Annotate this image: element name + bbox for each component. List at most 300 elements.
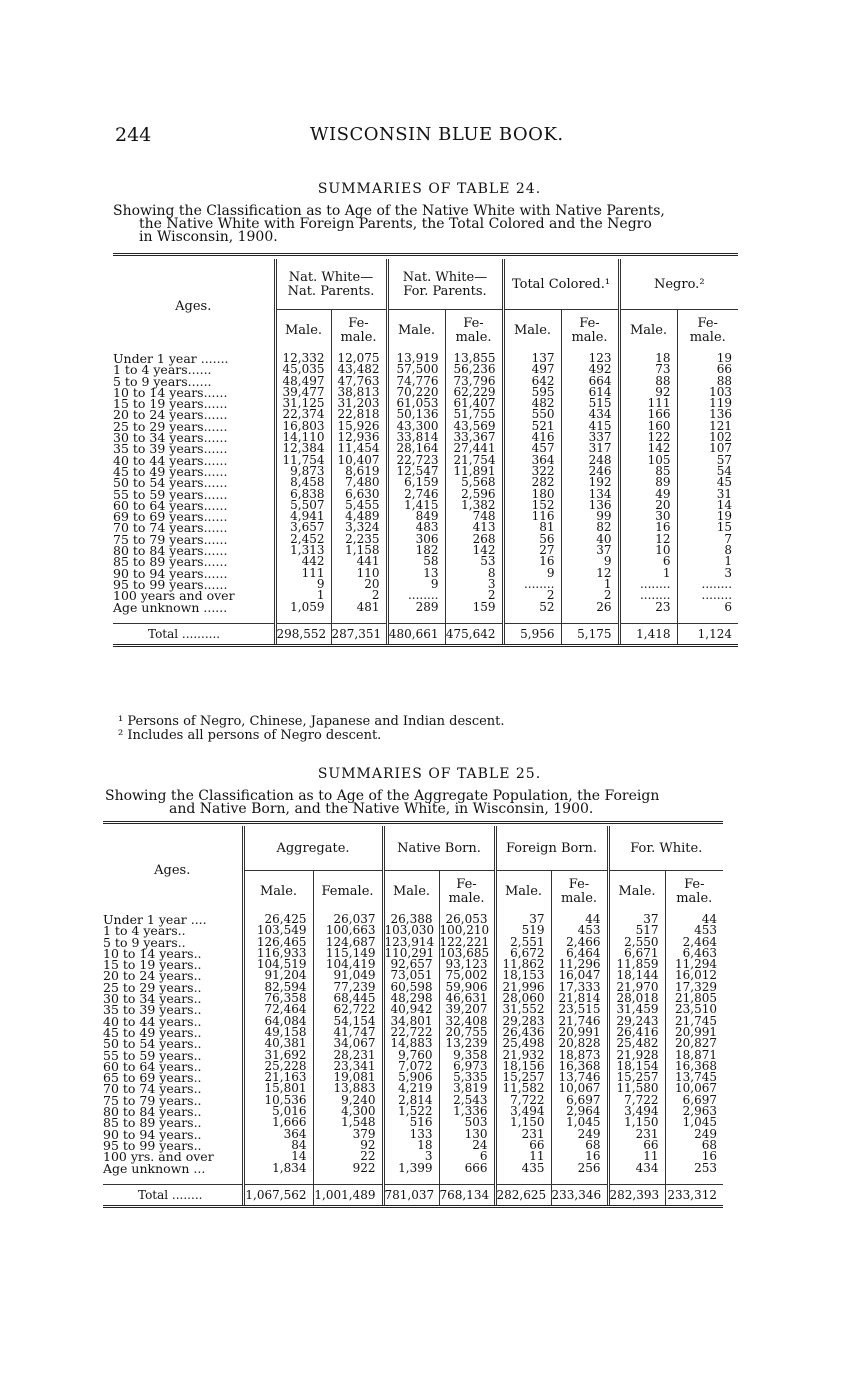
- female-value: 664: [561, 376, 619, 387]
- female-value: 45: [677, 477, 738, 488]
- age-label: 75 to 79 years......: [113, 531, 228, 547]
- female-value: 110: [331, 568, 387, 579]
- female-value: 82: [561, 522, 619, 533]
- male-value: 3,494: [495, 1106, 551, 1117]
- female-header: Fe- male.: [445, 309, 503, 353]
- male-value: 9,760: [383, 1050, 439, 1061]
- female-value: 5,175: [561, 623, 619, 645]
- age-label: 40 to 44 years......: [113, 452, 228, 468]
- male-value: 14: [243, 1151, 313, 1162]
- female-value: 13,746: [551, 1072, 608, 1083]
- male-value: 85: [619, 466, 677, 477]
- male-value: 2,814: [383, 1095, 439, 1106]
- male-value: 31,459: [608, 1004, 665, 1015]
- male-value: 5,956: [503, 623, 561, 645]
- female-value: 115,149: [313, 948, 383, 959]
- male-value: 104,519: [243, 959, 313, 970]
- male-value: 12,384: [275, 443, 331, 454]
- male-value: 116,933: [243, 948, 313, 959]
- ages-header: Ages.: [175, 299, 212, 314]
- page-number: 244: [115, 124, 152, 146]
- female-value: 20: [331, 579, 387, 590]
- female-value: 68: [551, 1140, 608, 1151]
- male-value: 21,163: [243, 1072, 313, 1083]
- female-value: 481: [331, 602, 387, 624]
- ages-header: Ages.: [154, 863, 191, 878]
- male-value: 2,551: [495, 937, 551, 948]
- female-value: 13,239: [439, 1038, 495, 1049]
- female-value: 43,482: [331, 364, 387, 375]
- female-value: 16,368: [665, 1061, 723, 1072]
- male-value: 82,594: [243, 982, 313, 993]
- male-value: 8,458: [275, 477, 331, 488]
- table24: [113, 259, 738, 647]
- group-header: For. White.: [608, 826, 723, 870]
- male-value: 74,776: [387, 376, 445, 387]
- male-value: 11: [495, 1151, 551, 1162]
- age-label: 30 to 34 years......: [113, 430, 228, 446]
- male-value: 116: [503, 511, 561, 522]
- female-value: 41,747: [313, 1027, 383, 1038]
- male-value: 31,552: [495, 1004, 551, 1015]
- male-value: 7,722: [608, 1095, 665, 1106]
- male-value: 73: [619, 364, 677, 375]
- male-value: 49,158: [243, 1027, 313, 1038]
- female-value: 39,207: [439, 1004, 495, 1015]
- female-value: 7,480: [331, 477, 387, 488]
- female-value: 68,445: [313, 993, 383, 1004]
- male-value: 89: [619, 477, 677, 488]
- female-value: 12: [561, 568, 619, 579]
- female-value: 40: [561, 534, 619, 545]
- female-value: 22: [313, 1151, 383, 1162]
- female-value: 3: [677, 568, 738, 579]
- female-value: 12,936: [331, 432, 387, 443]
- female-value: 38,813: [331, 387, 387, 398]
- female-value: 3,819: [439, 1083, 495, 1094]
- female-value: 192: [561, 477, 619, 488]
- female-value: 614: [561, 387, 619, 398]
- female-value: 2: [561, 590, 619, 601]
- age-label: 45 to 49 years..: [103, 1024, 202, 1040]
- male-value: 9: [503, 568, 561, 579]
- male-value: 70,220: [387, 387, 445, 398]
- male-value: 160: [619, 421, 677, 432]
- male-value: 306: [387, 534, 445, 545]
- age-label: 55 to 59 years..: [103, 1047, 202, 1063]
- male-value: 66: [608, 1140, 665, 1151]
- male-value: 25,482: [608, 1038, 665, 1049]
- age-label: 69 to 69 years......: [113, 509, 228, 525]
- female-value: 122,221: [439, 937, 495, 948]
- male-value: 480,661: [387, 623, 445, 645]
- male-value: 435: [495, 1163, 551, 1185]
- female-value: 6,630: [331, 489, 387, 500]
- female-header: Fe- male.: [551, 870, 608, 914]
- female-value: 107: [677, 443, 738, 454]
- female-value: 748: [445, 511, 503, 522]
- footnote: ² Includes all persons of Negro descent.: [118, 728, 382, 743]
- female-value: 3: [445, 579, 503, 590]
- male-header: Male.: [503, 309, 561, 353]
- female-value: 6,973: [439, 1061, 495, 1072]
- male-value: 111: [619, 398, 677, 409]
- age-label: 95 to 99 years..: [103, 1137, 202, 1153]
- male-value: 23: [619, 602, 677, 624]
- male-value: 642: [503, 376, 561, 387]
- male-value: 133: [383, 1129, 439, 1140]
- male-value: 28,060: [495, 993, 551, 1004]
- male-value: 33,814: [387, 432, 445, 443]
- female-value: 1,045: [551, 1117, 608, 1128]
- age-label: Under 1 year ....: [103, 912, 207, 927]
- male-value: 34,801: [383, 1016, 439, 1027]
- age-label: 95 to 99 years......: [113, 576, 228, 592]
- male-value: 13: [387, 568, 445, 579]
- male-value: 11,580: [608, 1083, 665, 1094]
- age-label: 70 to 74 years......: [113, 520, 228, 536]
- female-value: 666: [439, 1163, 495, 1185]
- female-value: 33,367: [445, 432, 503, 443]
- female-value: 44: [665, 914, 723, 925]
- female-value: 15,926: [331, 421, 387, 432]
- male-value: 18: [619, 353, 677, 364]
- female-value: 6,697: [551, 1095, 608, 1106]
- age-label: 5 to 9 years......: [113, 373, 212, 389]
- male-value: 152: [503, 500, 561, 511]
- male-value: 73,051: [383, 970, 439, 981]
- female-value: 88: [677, 376, 738, 387]
- male-value: 4,941: [275, 511, 331, 522]
- female-value: 10,067: [551, 1083, 608, 1094]
- female-value: 28,231: [313, 1050, 383, 1061]
- female-value: 54: [677, 466, 738, 477]
- male-header: Male.: [243, 870, 313, 914]
- male-value: 22,722: [383, 1027, 439, 1038]
- male-value: 56: [503, 534, 561, 545]
- female-value: 16: [665, 1151, 723, 1162]
- female-value: 56,236: [445, 364, 503, 375]
- male-value: 1,399: [383, 1163, 439, 1185]
- female-value: 75,002: [439, 970, 495, 981]
- male-value: 48,298: [383, 993, 439, 1004]
- male-value: ........: [619, 579, 677, 590]
- male-value: 110,291: [383, 948, 439, 959]
- male-header: Male.: [619, 309, 677, 353]
- male-value: 26,436: [495, 1027, 551, 1038]
- age-label: Age unknown ......: [113, 599, 228, 615]
- table25-body: [103, 914, 723, 1206]
- male-value: 15,257: [608, 1072, 665, 1083]
- female-value: 19,081: [313, 1072, 383, 1083]
- footnote: ¹ Persons of Negro, Chinese, Japanese and Indian descent.: [118, 714, 505, 729]
- group-header: Native Born.: [383, 826, 495, 870]
- female-value: 34,067: [313, 1038, 383, 1049]
- female-value: 249: [551, 1129, 608, 1140]
- male-value: 16: [619, 522, 677, 533]
- female-value: 6: [439, 1151, 495, 1162]
- female-value: 10,407: [331, 455, 387, 466]
- female-value: 100,663: [313, 925, 383, 936]
- male-value: 442: [275, 556, 331, 567]
- male-value: 43,300: [387, 421, 445, 432]
- age-label: 50 to 54 years..: [103, 1036, 202, 1052]
- male-value: 111: [275, 568, 331, 579]
- female-header: Fe- male.: [677, 309, 738, 353]
- female-value: 21,805: [665, 993, 723, 1004]
- table25: [103, 826, 723, 1208]
- table24-desc-line: Showing the Classification as to Age of the Native White with Native Parents,: [113, 203, 665, 219]
- male-value: 27: [503, 545, 561, 556]
- age-label: 15 to 19 years......: [113, 396, 228, 412]
- male-value: 21,932: [495, 1050, 551, 1061]
- male-value: 11,754: [275, 455, 331, 466]
- female-value: 11,454: [331, 443, 387, 454]
- female-value: 413: [445, 522, 503, 533]
- female-value: 20,828: [551, 1038, 608, 1049]
- total-row: [113, 623, 738, 645]
- female-value: 1,336: [439, 1106, 495, 1117]
- female-value: 2,596: [445, 489, 503, 500]
- age-label: 65 to 69 years..: [103, 1070, 202, 1086]
- female-value: 2,235: [331, 534, 387, 545]
- female-value: 121: [677, 421, 738, 432]
- male-value: 15,801: [243, 1083, 313, 1094]
- female-value: 8,619: [331, 466, 387, 477]
- female-value: 11,294: [665, 959, 723, 970]
- female-value: 16,012: [665, 970, 723, 981]
- male-value: 57,500: [387, 364, 445, 375]
- table24-title: SUMMARIES OF TABLE 24.: [317, 181, 542, 197]
- male-header: Male.: [387, 309, 445, 353]
- female-value: 66: [677, 364, 738, 375]
- male-value: 21,970: [608, 982, 665, 993]
- male-value: 6,159: [387, 477, 445, 488]
- male-value: 18,154: [608, 1061, 665, 1072]
- age-label: 10 to 14 years......: [113, 384, 228, 400]
- male-value: 21,996: [495, 982, 551, 993]
- male-value: 12: [619, 534, 677, 545]
- female-value: 287,351: [331, 623, 387, 645]
- male-value: 84: [243, 1140, 313, 1151]
- female-value: 17,333: [551, 982, 608, 993]
- female-value: 18,873: [551, 1050, 608, 1061]
- female-value: 1: [561, 579, 619, 590]
- age-label: 100 years and over: [113, 588, 235, 604]
- male-value: 26,388: [383, 914, 439, 925]
- female-value: 37: [561, 545, 619, 556]
- male-value: 22,374: [275, 409, 331, 420]
- table24-body: [113, 353, 738, 645]
- female-value: 103,685: [439, 948, 495, 959]
- age-label: 50 to 54 years......: [113, 475, 228, 491]
- female-value: 415: [561, 421, 619, 432]
- female-value: 6: [677, 602, 738, 624]
- female-value: 2: [331, 590, 387, 601]
- male-value: 18,153: [495, 970, 551, 981]
- male-value: 21,928: [608, 1050, 665, 1061]
- female-value: 32,408: [439, 1016, 495, 1027]
- table24-footnotes: [118, 715, 505, 743]
- table25-title: SUMMARIES OF TABLE 25.: [317, 766, 542, 782]
- male-value: 5,906: [383, 1072, 439, 1083]
- female-value: 91,049: [313, 970, 383, 981]
- male-value: 1,150: [495, 1117, 551, 1128]
- female-value: 51,755: [445, 409, 503, 420]
- male-value: 37: [608, 914, 665, 925]
- male-value: 781,037: [383, 1184, 439, 1206]
- female-value: ........: [677, 590, 738, 601]
- male-value: 1: [275, 590, 331, 601]
- male-value: 11,862: [495, 959, 551, 970]
- male-value: 1,834: [243, 1163, 313, 1185]
- male-value: 105: [619, 455, 677, 466]
- female-value: 16: [551, 1151, 608, 1162]
- female-header: Female.: [313, 870, 383, 914]
- female-value: 130: [439, 1129, 495, 1140]
- male-value: 517: [608, 925, 665, 936]
- table25-desc-line: Showing the Classification as to Age of the Aggregate Population, the Foreign: [105, 788, 660, 804]
- female-header: Fe- male.: [665, 870, 723, 914]
- male-value: 60,598: [383, 982, 439, 993]
- male-value: 1: [619, 568, 677, 579]
- female-value: 8: [445, 568, 503, 579]
- male-value: 289: [387, 602, 445, 624]
- male-value: 91,204: [243, 970, 313, 981]
- female-value: 73,796: [445, 376, 503, 387]
- female-value: 21,814: [551, 993, 608, 1004]
- female-value: 5,455: [331, 500, 387, 511]
- female-value: 92: [313, 1140, 383, 1151]
- male-value: 18,144: [608, 970, 665, 981]
- male-value: 521: [503, 421, 561, 432]
- female-value: 104,419: [313, 959, 383, 970]
- male-value: 45,035: [275, 364, 331, 375]
- female-value: 253: [665, 1163, 723, 1185]
- male-value: 31,692: [243, 1050, 313, 1061]
- total-row: [103, 1184, 723, 1206]
- male-value: 72,464: [243, 1004, 313, 1015]
- male-header: Male.: [383, 870, 439, 914]
- running-head-title: WISCONSIN BLUE BOOK.: [310, 124, 564, 145]
- male-value: 595: [503, 387, 561, 398]
- female-value: 26,053: [439, 914, 495, 925]
- table24-description: [113, 205, 741, 244]
- male-value: 166: [619, 409, 677, 420]
- female-value: 2,963: [665, 1106, 723, 1117]
- female-value: 7: [677, 534, 738, 545]
- female-value: 268: [445, 534, 503, 545]
- female-value: 8: [677, 545, 738, 556]
- male-value: 1,067,562: [243, 1184, 313, 1206]
- female-value: 44: [551, 914, 608, 925]
- male-value: 282: [503, 477, 561, 488]
- female-value: 119: [677, 398, 738, 409]
- male-value: 364: [243, 1129, 313, 1140]
- male-value: 142: [619, 443, 677, 454]
- female-value: 15: [677, 522, 738, 533]
- female-value: ........: [677, 579, 738, 590]
- male-value: 298,552: [275, 623, 331, 645]
- male-value: 7,722: [495, 1095, 551, 1106]
- female-value: 142: [445, 545, 503, 556]
- female-value: 441: [331, 556, 387, 567]
- female-value: 13,855: [445, 353, 503, 364]
- male-value: 26,425: [243, 914, 313, 925]
- male-value: 5,507: [275, 500, 331, 511]
- male-value: 40,942: [383, 1004, 439, 1015]
- female-value: 3,324: [331, 522, 387, 533]
- male-value: 48,497: [275, 376, 331, 387]
- male-value: 10,536: [243, 1095, 313, 1106]
- female-value: 53: [445, 556, 503, 567]
- female-value: 1,001,489: [313, 1184, 383, 1206]
- female-value: 5,568: [445, 477, 503, 488]
- female-value: 21,754: [445, 455, 503, 466]
- female-value: 18,871: [665, 1050, 723, 1061]
- female-value: 12,075: [331, 353, 387, 364]
- female-value: 1,124: [677, 623, 738, 645]
- male-header: Male.: [495, 870, 551, 914]
- female-value: 31: [677, 489, 738, 500]
- age-label: 60 to 64 years..: [103, 1058, 202, 1074]
- male-value: 103,549: [243, 925, 313, 936]
- table24-desc-line: the Native White with Foreign Parents, the Total Colored and the Negro: [139, 216, 652, 232]
- age-label: 90 to 94 years..: [103, 1126, 202, 1142]
- female-value: 9,358: [439, 1050, 495, 1061]
- group-header: Foreign Born.: [495, 826, 608, 870]
- female-value: 20,827: [665, 1038, 723, 1049]
- male-value: 6,672: [495, 948, 551, 959]
- male-value: 12,332: [275, 353, 331, 364]
- male-value: 15,257: [495, 1072, 551, 1083]
- male-value: 516: [383, 1117, 439, 1128]
- male-value: 483: [387, 522, 445, 533]
- female-value: 13,883: [313, 1083, 383, 1094]
- male-value: 37: [495, 914, 551, 925]
- female-value: 2,543: [439, 1095, 495, 1106]
- female-value: 248: [561, 455, 619, 466]
- male-value: 6,838: [275, 489, 331, 500]
- group-header: Total Colored.¹: [503, 259, 619, 309]
- male-value: 40,381: [243, 1038, 313, 1049]
- age-label: 5 to 9 years..: [103, 934, 186, 950]
- female-value: 249: [665, 1129, 723, 1140]
- male-value: 416: [503, 432, 561, 443]
- female-value: 453: [665, 925, 723, 936]
- male-value: 18: [383, 1140, 439, 1151]
- male-value: 3: [383, 1151, 439, 1162]
- female-value: 21,746: [551, 1016, 608, 1027]
- age-label: Total ..........: [113, 623, 275, 645]
- age-label: 55 to 59 years......: [113, 486, 228, 502]
- age-label: 10 to 14 years..: [103, 945, 202, 961]
- male-value: 25,498: [495, 1038, 551, 1049]
- female-value: 93,123: [439, 959, 495, 970]
- male-value: 31,125: [275, 398, 331, 409]
- age-label: 70 to 74 years..: [103, 1081, 202, 1097]
- female-value: 46,631: [439, 993, 495, 1004]
- male-value: 61,053: [387, 398, 445, 409]
- male-value: 6: [619, 556, 677, 567]
- male-value: 92,657: [383, 959, 439, 970]
- female-value: 337: [561, 432, 619, 443]
- male-value: 1,059: [275, 602, 331, 624]
- male-value: 7,072: [383, 1061, 439, 1072]
- age-label: 80 to 84 years..: [103, 1104, 202, 1120]
- female-value: 922: [313, 1163, 383, 1185]
- female-value: 1,045: [665, 1117, 723, 1128]
